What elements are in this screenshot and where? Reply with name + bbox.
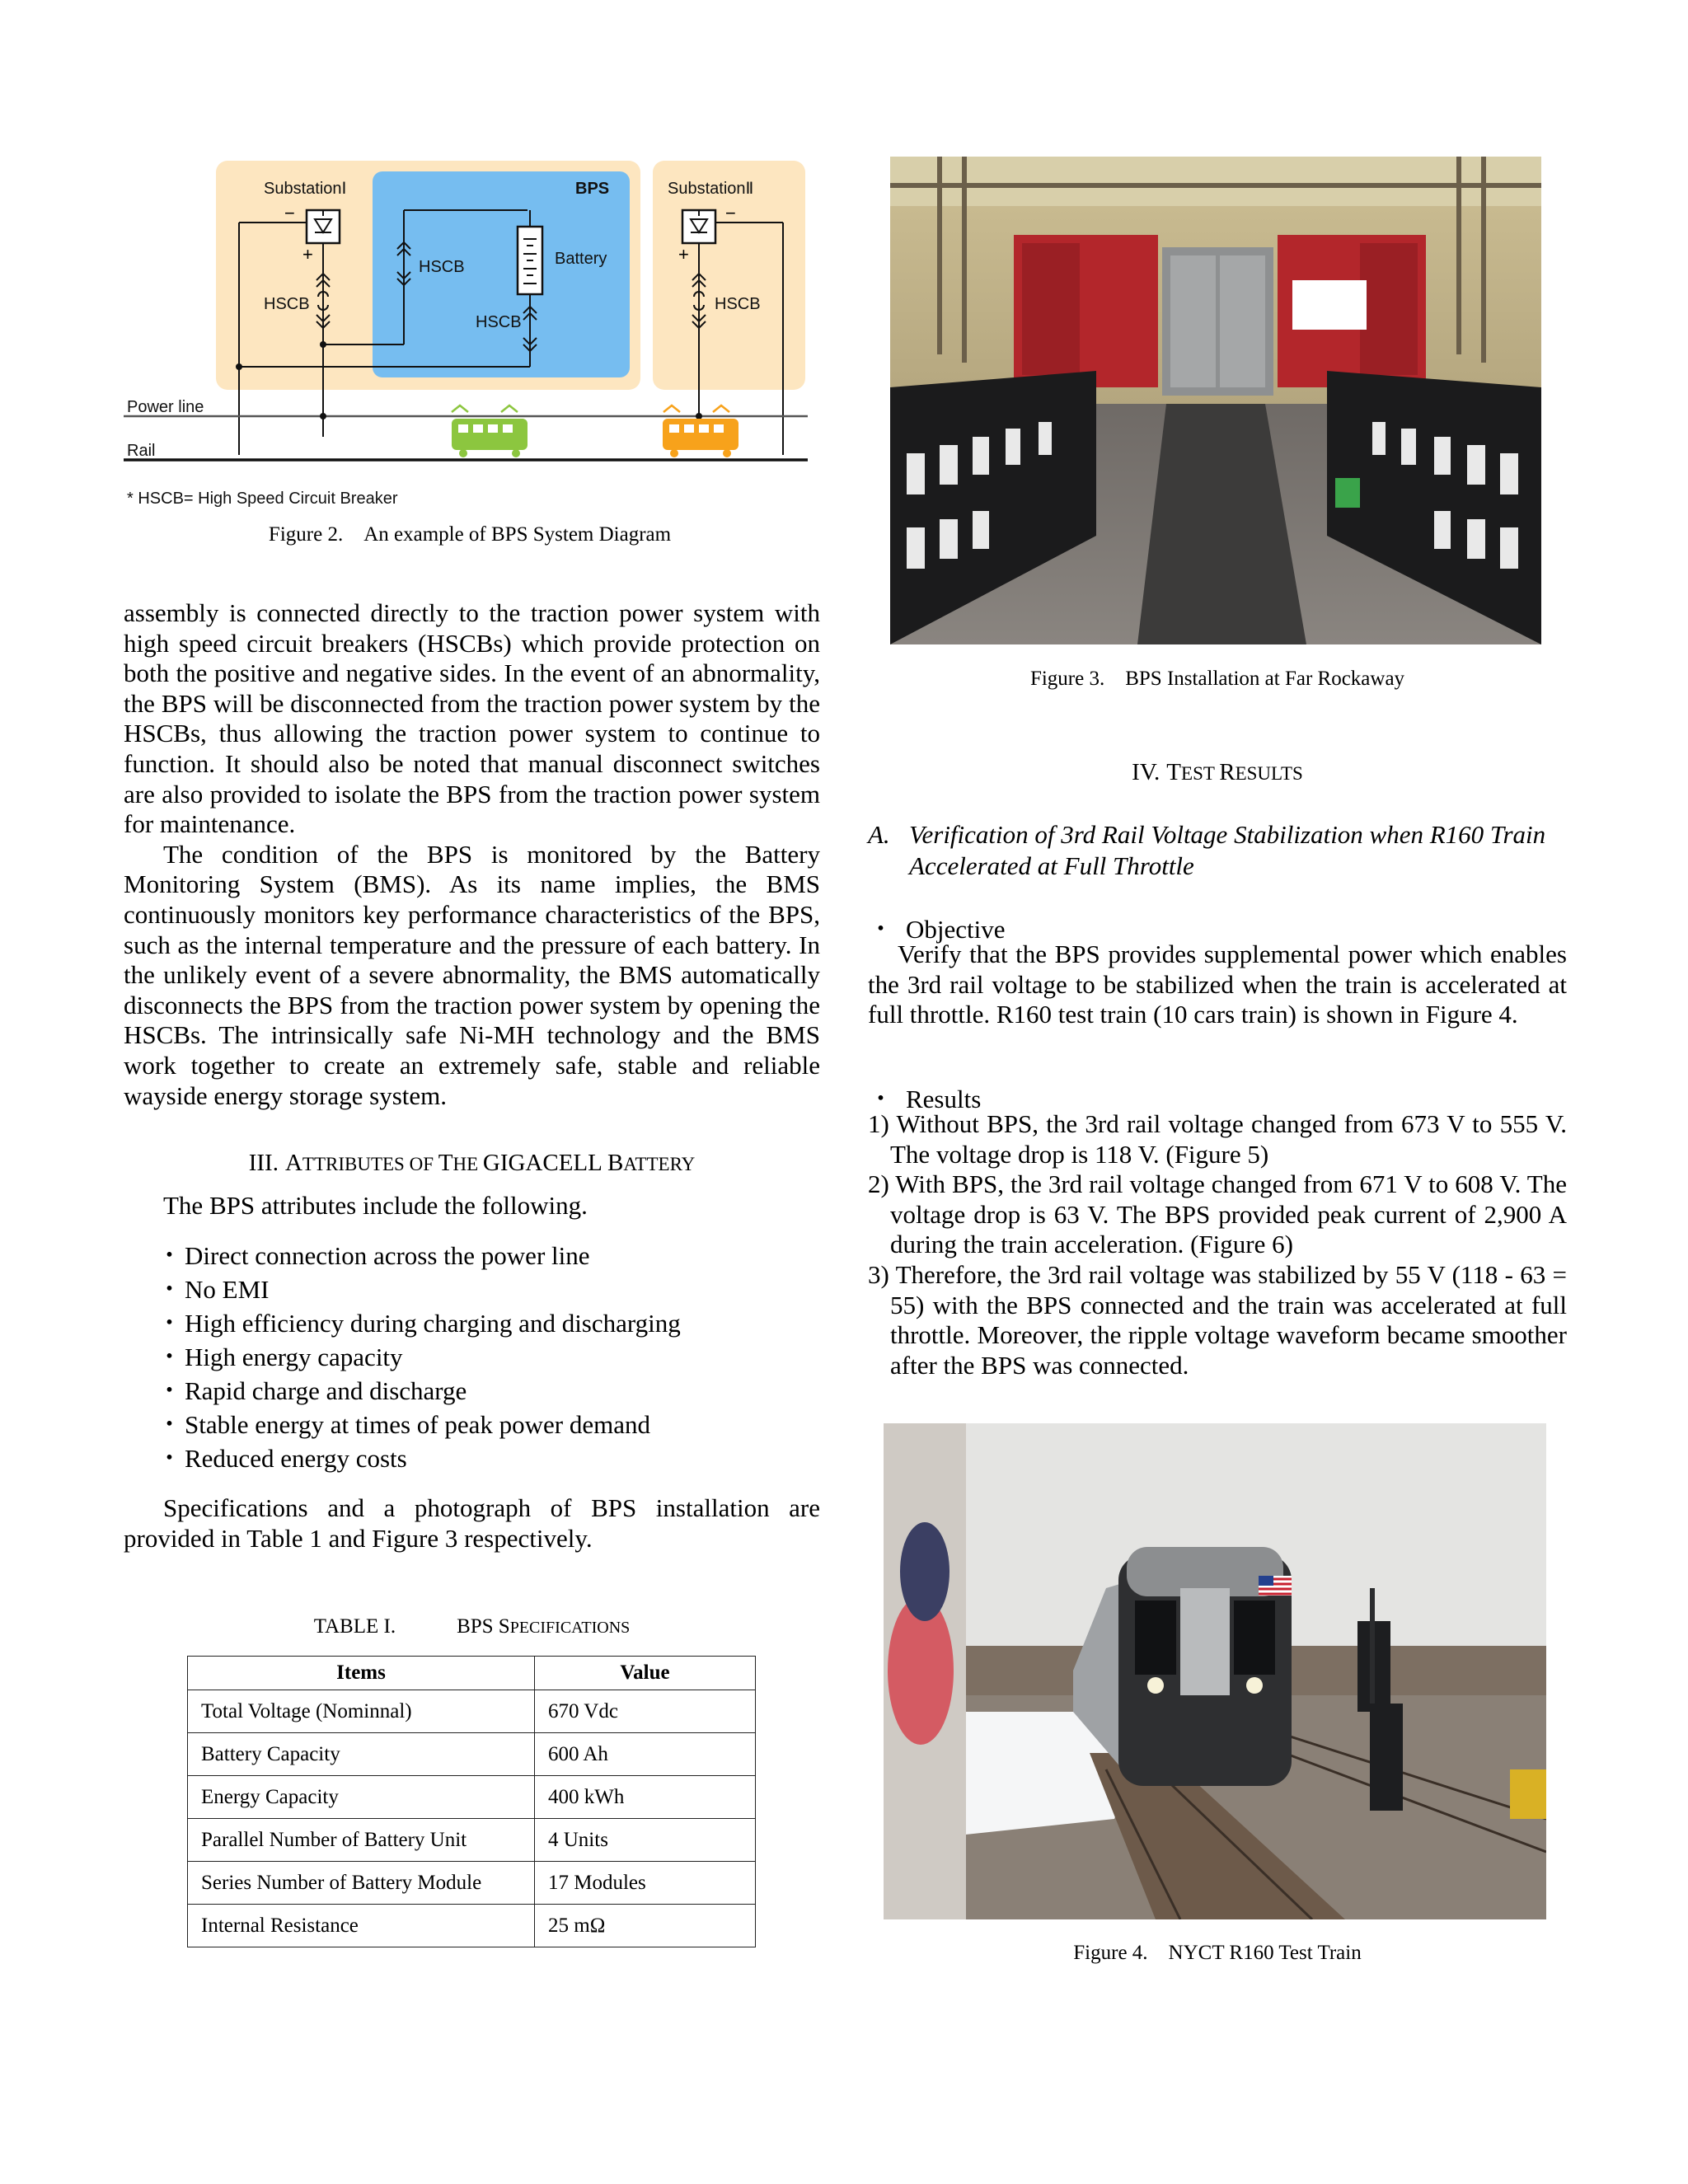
attributes-closing: Specifications and a photograph of BPS installation are provided in Table 1 and Figure 3 respectively. — [124, 1493, 820, 1553]
column-header: Value — [535, 1657, 756, 1690]
subsection-a-heading — [868, 819, 1567, 882]
bps-specifications-table — [187, 1656, 756, 1947]
table-row — [188, 1690, 756, 1733]
table-row — [188, 1862, 756, 1905]
bullet-icon: ・ — [157, 1376, 182, 1405]
table-cell: Series Number of Battery Module — [188, 1862, 535, 1905]
table-cell: Total Voltage (Nominnal) — [188, 1690, 535, 1733]
section-4-numeral: IV. — [1132, 759, 1160, 785]
result-item: 3) Therefore, the 3rd rail voltage was stabilized by 55 V (118 - 63 = 55) with the BPS connected and the train was accelerated at full throttle. Moreover, the ripple voltage waveform became smoother after the BPS was connected. — [868, 1259, 1567, 1380]
table-cell: Energy Capacity — [188, 1776, 535, 1819]
bps-box — [373, 171, 630, 377]
bullet-icon: ・ — [157, 1275, 182, 1304]
list-item-text: Stable energy at times of peak power demand — [185, 1410, 650, 1439]
bullet-icon: ・ — [157, 1241, 182, 1270]
hscb-label: HSCB — [715, 295, 761, 313]
svg-text:+: + — [678, 244, 689, 265]
title-part: T — [1166, 759, 1182, 785]
title-part: A — [284, 1150, 302, 1176]
title-part: GIGACELL — [482, 1150, 602, 1176]
table-cell: 25 mΩ — [535, 1905, 756, 1947]
list-item — [157, 1340, 816, 1374]
table-row — [188, 1733, 756, 1776]
list-item — [157, 1374, 816, 1408]
battery-label: Battery — [555, 250, 607, 268]
bullet-icon: ・ — [157, 1343, 182, 1371]
table-cell: 600 Ah — [535, 1733, 756, 1776]
subsection-label: A. — [868, 820, 890, 849]
table-row — [188, 1905, 756, 1947]
table-cell: 4 Units — [535, 1819, 756, 1862]
title-part: R — [1219, 759, 1236, 785]
attributes-list — [157, 1239, 816, 1475]
table-cell: Battery Capacity — [188, 1733, 535, 1776]
table-cell: 17 Modules — [535, 1862, 756, 1905]
objective-paragraph: Verify that the BPS provides supplemental power which enables the 3rd rail voltage to be stabilized when the train is accelerated at full throttle. R160 test train (10 cars train) is shown in Figure 4. — [868, 940, 1567, 1029]
list-item — [157, 1272, 816, 1306]
substation-2-label: SubstationⅡ — [668, 180, 754, 198]
table-1-title — [124, 1615, 820, 1638]
paragraph-hscb: assembly is connected directly to the traction power system with high speed circuit breakers (HSCBs) which provide protection on both the positive and negative sides. In the event of an abnormality, the BPS will be disconnected from the traction power system by the HSCBs, thus allowing the traction power system to continue to function. It should also be noted that manual disconnect switches are also provided to isolate the BPS from the traction power system for maintenance. — [124, 598, 820, 839]
r160-train-image — [884, 1423, 1546, 1919]
title-part: HE — [452, 1154, 483, 1174]
list-item — [157, 1441, 816, 1475]
svg-text:+: + — [302, 244, 313, 265]
bullet-icon: ・ — [868, 1085, 893, 1113]
hscb-label: HSCB — [476, 313, 522, 331]
title-part: T — [438, 1150, 453, 1176]
figure-3-caption: Figure 3. BPS Installation at Far Rockaway — [1029, 668, 1405, 690]
rail-label: Rail — [127, 442, 156, 460]
train-orange — [663, 405, 738, 457]
table-cell: Internal Resistance — [188, 1905, 535, 1947]
table-cell: Parallel Number of Battery Unit — [188, 1819, 535, 1862]
svg-text:−: − — [725, 203, 736, 223]
bullet-icon: ・ — [157, 1410, 182, 1439]
bps-label: BPS — [575, 180, 610, 198]
objective-label-text: Objective — [906, 915, 1006, 944]
list-item-text: Rapid charge and discharge — [185, 1376, 467, 1405]
list-item-text: Reduced energy costs — [185, 1444, 407, 1473]
table-1-label: TABLE I. — [313, 1615, 396, 1638]
substation-1-label: SubstationⅠ — [264, 180, 347, 198]
section-4-heading — [868, 759, 1567, 786]
list-item-text: High efficiency during charging and discharging — [185, 1309, 681, 1338]
title-part: TTRIBUTES OF — [302, 1154, 438, 1174]
paragraph-bms: The condition of the BPS is monitored by the Battery Monitoring System (BMS). As its name implies, the BMS continuously monitors key performance characteristics of the BPS, such as the internal temperature and the pressure of each battery. In the unlikely event of a severe abnormality, the BMS automatically disconnects the BPS from the traction power system by opening the HSCBs. The intrinsically safe Ni-MH technology and the BMS work together to create an extremely safe, stable and reliable wayside energy storage system. — [124, 839, 820, 1110]
list-item-text: No EMI — [185, 1275, 270, 1304]
table-header-row — [188, 1657, 756, 1690]
figure-3-photo — [890, 157, 1541, 644]
list-item-text: Direct connection across the power line — [185, 1241, 590, 1270]
section-3-heading — [124, 1150, 820, 1177]
table-row — [188, 1776, 756, 1819]
table-row — [188, 1819, 756, 1862]
attributes-intro: The BPS attributes include the following. — [163, 1191, 588, 1220]
result-item: 2) With BPS, the 3rd rail voltage changed from 671 V to 608 V. The voltage drop is 63 V. The BPS provided peak current of 2,900 A during the train acceleration. (Figure 6) — [868, 1169, 1567, 1259]
bps-system-diagram — [124, 157, 816, 511]
hscb-label: HSCB — [264, 295, 310, 313]
power-line-label: Power line — [127, 398, 204, 416]
results-label-text: Results — [906, 1085, 982, 1113]
bullet-icon: ・ — [157, 1309, 182, 1338]
title-part: ESULTS — [1235, 763, 1303, 784]
figure-2-diagram — [124, 157, 816, 511]
title-part: EST — [1181, 763, 1220, 784]
list-item-text: High energy capacity — [185, 1343, 403, 1371]
title-part: ATTERY — [623, 1154, 696, 1174]
list-item — [157, 1408, 816, 1441]
figure-4-caption: Figure 4. NYCT R160 Test Train — [1073, 1942, 1362, 1964]
hscb-label: HSCB — [419, 258, 465, 276]
table-cell: 670 Vdc — [535, 1690, 756, 1733]
hscb-footnote: * HSCB= High Speed Circuit Breaker — [127, 490, 398, 508]
result-item: 1) Without BPS, the 3rd rail voltage changed from 673 V to 555 V. The voltage drop is 118 V. (Figure 5) — [868, 1109, 1567, 1169]
title-part: PECIFICATIONS — [509, 1619, 631, 1637]
figure-4-photo — [884, 1423, 1546, 1919]
column-header: Items — [188, 1657, 535, 1690]
list-item — [157, 1306, 816, 1340]
results-list — [868, 1109, 1567, 1380]
bullet-icon: ・ — [868, 915, 893, 944]
svg-text:−: − — [284, 203, 295, 223]
table-cell: 400 kWh — [535, 1776, 756, 1819]
left-column-body — [124, 598, 820, 1111]
section-3-numeral: III. — [248, 1150, 279, 1176]
subsection-title: Verification of 3rd Rail Voltage Stabilization when R160 Train Accelerated at Full Throttle — [909, 820, 1546, 880]
list-item — [157, 1239, 816, 1272]
figure-2-caption: Figure 2. An example of BPS System Diagram — [268, 523, 672, 546]
title-part: B — [601, 1150, 624, 1176]
train-green — [452, 405, 528, 457]
bullet-icon: ・ — [157, 1444, 182, 1473]
title-part: BPS S — [457, 1615, 510, 1638]
bps-installation-image — [890, 157, 1541, 644]
